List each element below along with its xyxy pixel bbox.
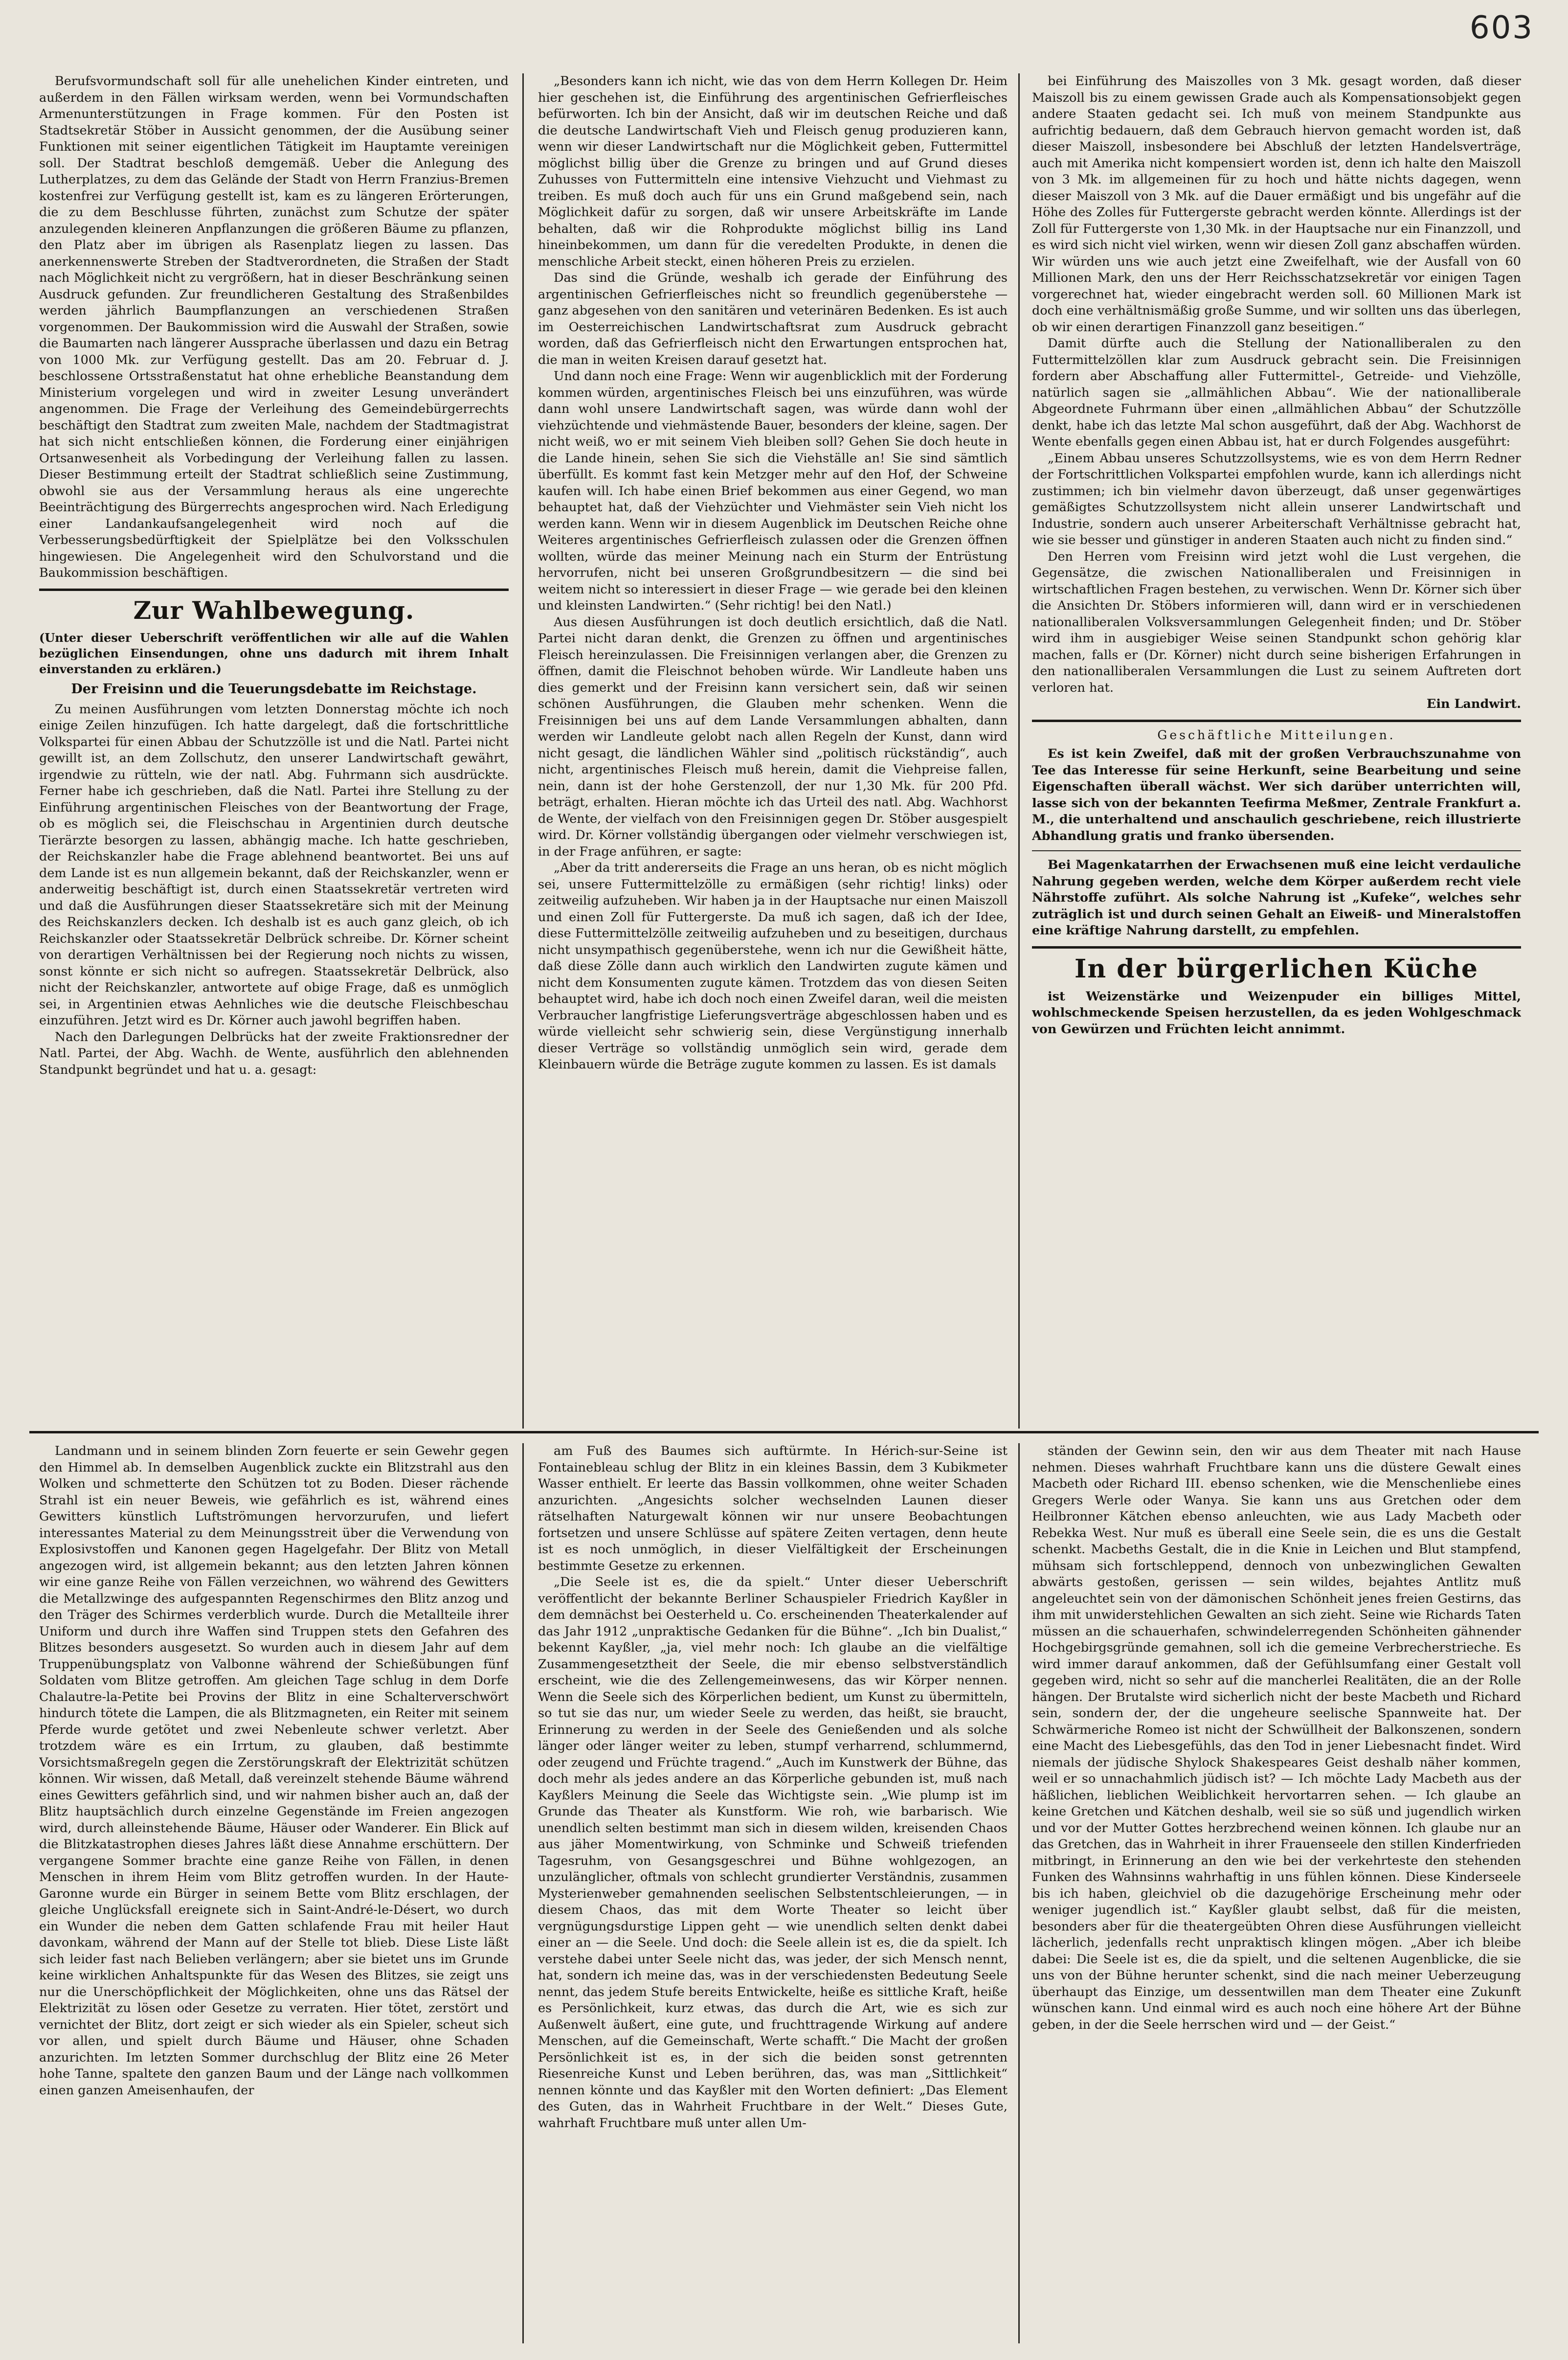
section-note: (Unter dieser Ueberschrift veröffentlichen wir alle auf die Wahlen bezüglichen Einsendungen, ohne uns dadurch mit ihrem Inhalt einverstanden zu erklären.): [39, 630, 509, 676]
paragraph: Das sind die Gründe, weshalb ich gerade der Einführung des argentinischen Gefrierfleisches nicht so freundlich gegenüberstehe — ganz abgesehen von den sanitären und veterinären Bedenken. Es ist auch im Oesterreichischen Landwirtschaftsrat zum Ausdruck gebracht worden, daß das Gefrierfleisch nicht den Erwartungen entsprochen hat, die man in weiten Kreisen darauf gesetzt hat.: [538, 271, 1008, 367]
paragraph: Bei Magenkatarrhen der Erwachsenen muß eine leicht verdauliche Nahrung gegeben werden, welche dem Körper außerdem recht viele Nährstoffe zuführt. Als solche Nahrung ist „Kufeke“, welches sehr zuträglich ist und durch seinen Gehalt an Eiweiß- und Mineralstoffen eine kräftige Nahrung darstellt, zu empfehlen.: [1032, 858, 1521, 938]
column-3: [1032, 73, 1521, 1429]
newspaper-page: [29, 73, 1539, 2348]
section-headline: Zur Wahlbewegung.: [133, 595, 415, 625]
paragraph: am Fuß des Baumes sich auftürmte. In Hérich-sur-Seine ist Fontainebleau schlug der Blitz in ein kleines Bassin, dem 3 Kubikmeter Wasser enthielt. Er leerte das Bassin vollkommen, ohne weiter Schaden anzurichten. „Angesichts solcher wechselnden Launen dieser rätselhaften Naturgewalt können wir nur unsere Beobachtungen fortsetzen und unsere Schlüsse auf spätere Zeiten vertagen, denn heute ist es noch unmöglich, in dieser Vielfältigkeit der Erscheinungen bestimmte Gesetze zu erkennen.: [538, 1444, 1008, 1573]
feuilleton-column-1: [39, 1443, 509, 2343]
advertisement-text: ist Weizenstärke und Weizenpuder ein billiges Mittel, wohlschmeckende Speisen herzustellen, da es jeden Wohlgeschmack von Gewürzen und Früchten leicht annimmt.: [1032, 989, 1521, 1037]
paragraph: „Die Seele ist es, die da spielt.“ Unter dieser Ueberschrift veröffentlicht der bekannte Berliner Schauspieler Friedrich Kayßler in dem demnächst bei Oesterheld u. Co. erscheinenden Theaterkalender auf das Jahr 1912 „unpraktische Gedanken für die Bühne“. „Ich bin Dualist,“ bekennt Kayßler, „ja, viel mehr noch: Ich glaube an die vielfältige Zusammengesetztheit der Seele, die mir ebenso selbstverständlich erscheint, wie die des Zellengemeinwesens, das wir Körper nennen. Wenn die Seele sich des Körperlichen bedient, um Kunst zu übermitteln, so tut sie das nur, um wieder Seele zu werden, das heißt, sie braucht, Erinnerung zu werden in der Seele des Genießenden und als solche länger oder länger weiter zu leben, stumpf verharrend, schlummernd, oder zeugend und Früchte tragend.“ „Auch im Kunstwerk der Bühne, das doch mehr als jedes andere an das Körperliche gebunden ist, muß nach Kayßlers Meinung die Seele das Wichtigste sein. „Wie plump ist im Grunde das Theater als Kunstform. Wie roh, wie barbarisch. Wie unendlich selten bestimmt man sich in diesem wilden, kreisenden Chaos aus jäher Momentwirkung, von Schminke und Schweiß triefenden Tagesruhm, von Gesangsgeschrei und Bühne wohlgezogen, an unzulänglicher, oftmals von schlecht grundierter Verständnis, zusammen Mysterienweber gemahnenden seelischen Selbstentschleierungen, — in diesem Chaos, das mit dem Worte Theater so leicht über vergnügungsdurstige Lippen geht — wie unendlich selten denkt dabei einer an — die Seele. Und doch: die Seele allein ist es, die da spielt. Ich verstehe dabei unter Seele nicht das, was jeder, der sich Mensch nennt, hat, sondern ich meine das, was in der verschiedensten Bedeutung Seele nennt, das jedem Stufe bereits Entwickelte, heiße es sittliche Kraft, heiße es Persönlichkeit, kurz etwas, das durch die Art, wie es sich zur Außenwelt äußert, eine gute, und fruchttragende Wirkung auf andere Menschen, auf die Gemeinschaft, Werte schafft.“ Die Macht der großen Persönlichkeit ist es, in der sich die beiden sonst getrennten Riesenreiche Kunst und Leben berühren, das, was man „Sittlichkeit“ nennen könnte und das Kayßler mit den Worten definiert: „Das Element des Guten, das in Wahrheit Fruchtbare in der Welt.“ Dieses Gute, wahrhaft Fruchtbare muß unter allen Um-: [538, 1575, 1008, 2131]
paragraph: Damit dürfte auch die Stellung der Nationalliberalen zu den Futtermittelzöllen klar zum Ausdruck gebracht sein. Die Freisinnigen fordern aber Abschaffung aller Futtermittel-, Getreide- und Viehzölle, natürlich sagen sie „allmählichen Abbau“. Wie der nationalliberale Abgeordnete Fuhrmann über einen „allmählichen Abbau“ der Schutzzölle denkt, habe ich das letzte Mal schon ausgeführt, daß der Abg. Wachhorst de Wente ebenfalls gegen einen Abbau ist, hat er durch Folgendes ausgeführt:: [1032, 336, 1521, 449]
paragraph: Den Herren vom Freisinn wird jetzt wohl die Lust vergehen, die Gegensätze, die zwischen Nationalliberalen und Freisinnigen in wirtschaftlichen Fragen bestehen, zu verwischen. Wenn Dr. Körner sich über die Ansichten Dr. Stöbers informieren will, dann wird er in verschiedenen nationalliberalen Volksversammlungen Gelegenheit finden; und Dr. Stöber wird ihm in ausgiebiger Weise seinen Standpunkt schon gehörig klar machen, falls er (Dr. Körner) nicht durch seine bisherigen Erfahrungen in den nationalliberalen Versammlungen die Lust zu seinem Auftreten dort verloren hat.: [1032, 549, 1521, 695]
section-divider: [1032, 946, 1521, 949]
feuilleton-divider: [29, 1431, 1539, 1433]
paragraph: ständen der Gewinn sein, den wir aus dem Theater mit nach Hause nehmen. Dieses wahrhaft Fruchtbare kann uns die düstere Gewalt eines Macbeth oder Richard III. ebenso schenken, wie die Menschenliebe eines Gregers Werle oder Wanya. Sie kann uns aus Gretchen oder dem Heilbronner Kätchen ebenso anleuchten, wie aus Lady Macbeth oder Rebekka West. Nur muß es überall eine Seele sein, die es uns die Gestalt schenkt. Macbeths Gestalt, die in die Knie in Leichen und Blut stampfend, mühsam sich fortschleppend, dennoch von unbezwinglichen Gewalten abwärts gestoßen, gerissen — sein wildes, bejahtes Antlitz muß angeleuchtet sein von der dämonischen Schönheit jenes freien Gestirns, das ihm mit unwiderstehlichen Gewalten an sich zieht. Seine wie Richards Taten müssen an die schauerhafen, schwindelerregenden Schönheiten gähnender Hochgebirgsgründe gemahnen, soll ich die gemeine Verbrecherstrieche. Es wird immer darauf ankommen, daß der Gefühlsumfang einer Gestalt voll gegeben wird, nicht so sehr auf die mancherlei Realitäten, die an der Rolle hängen. Der Brutalste wird sicherlich nicht der beste Macbeth und Richard sein, sondern der, der die ungeheure seelische Spannweite hat. Der Schwärmeriche Romeo ist nicht der Schwüllheit der Balkonszenen, sondern eine Macht des Liebesgefühls, das den Tod in jener Liebesnacht findet. Wird niemals der jüdische Shylock Shakespeares Geist deshalb näher kommen, weil er so unnachahmlich jüdisch ist? — Ich möchte Lady Macbeth aus der häßlichen, lieblichen Weiblichkeit hervortarren sehen. — Ich glaube an keine Gretchen und Kätchen deshalb, weil sie so süß und jugendlich wirken und vor der Mutter Gottes herzbrechend weinen können. Ich glaube nur an das Gretchen, das in Wahrheit in ihrer Frauenseele den stillen Kinderfrieden mitbringt, in Erinnerung an den wie bei der verkehrteste den stehenden Funken des Wahnsinns wahrhaftig in uns fühlen können. Diese Kinderseele bis ich haben, gleichviel ob die dazugehörige Erscheinung mehr oder weniger jugendlich ist.“ Kayßler glaubt selbst, daß für die meisten, besonders aber für die theatergeübten Ohren diese Ausführungen vielleicht lächerlich, jedenfalls recht unpraktisch klingen mögen. „Aber ich bleibe dabei: Die Seele ist es, die da spielt, und die seltenen Augenblicke, die sie uns von der Bühne herunter schenkt, sind die nach meiner Ueberzeugung überhaupt das Einzige, um dessentwillen man dem Theater eine Zukunft wünschen kann. Und einmal wird es auch noch eine höhere Art der Bühne geben, in der die Seele herrschen wird und — der Geist.“: [1032, 1444, 1521, 2032]
divider: [1032, 850, 1521, 851]
article-title: Der Freisinn und die Teuerungsdebatte im Reichstage.: [71, 681, 477, 697]
advertisement-headline: In der bürgerlichen Küche: [1075, 953, 1478, 984]
paragraph: Und dann noch eine Frage: Wenn wir augenblicklich mit der Forderung kommen würden, argentinisches Fleisch bei uns einzuführen, was würde dann wohl unsere Landwirtschaft sagen, was würde dann wohl der viehzüchtende und viehmästende Bauer, besonders der kleine, sagen. Der nicht weiß, wo er mit seinem Vieh bleiben soll? Gehen Sie doch heute in die Lande hinein, sehen Sie sich die Viehställe an! Sie sind sämtlich überfüllt. Es kommt fast kein Metzger mehr auf den Hof, der Schweine kaufen will. Ich habe einen Brief bekommen aus einer Gegend, wo man behauptet hat, daß der Viehzüchter und Viehmäster sein Vieh nicht los werden kann. Wenn wir in diesem Augenblick im Deutschen Reiche ohne Weiteres argentinisches Gefrierfleisch zulassen oder die Grenzen öffnen wollten, würde das meiner Meinung nach ein Sturm der Entrüstung hervorrufen, nicht bei unseren Großgrundbesitzern — die sind bei weitem nicht so interessiert in dieser Frage — wie gerade bei den kleinen und kleinsten Landwirten.“ (Sehr richtig! bei den Natl.): [538, 369, 1008, 613]
paragraph: bei Einführung des Maiszolles von 3 Mk. gesagt worden, daß dieser Maiszoll bis zu einem gewissen Grade auch als Kompensationsobjekt gegen andere Staaten gedacht sei. Ich muß von meinem Standpunkte aus aufrichtig bedauern, daß dem Gebrauch hiervon gemacht worden ist, daß dieser Maiszoll, insbesondere bei Abschluß der letzten Handelsverträge, auch mit Amerika nicht kompensiert worden ist, denn ich halte den Maiszoll von 3 Mk. im allgemeinen für zu hoch und hätte nichts dagegen, wenn dieser Maiszoll von 3 Mk. auf die Dauer ermäßigt und bis ungefähr auf die Höhe des Zolles für Futtergerste gebracht werden könnte. Allerdings ist der Zoll für Futtergerste von 1,30 Mk. in der Hauptsache nur ein Finanzzoll, und es wird sich nicht viel wirken, wenn wir diesen Zoll ganz abschaffen würden. Wir würden uns wie auch jetzt eine Zweifelhaft, wie der Ausfall von 60 Millionen Mark, den uns der Herr Reichsschatzsekretär vor einigen Tagen vorgerechnet hat, wieder eingebracht werden soll. 60 Millionen Mark ist doch eine verhältnismäßig große Summe, und wir sollten uns das überlegen, ob wir einen derartigen Finanzzoll ganz beseitigen.“: [1032, 74, 1521, 335]
paragraph: „Aber da tritt andererseits die Frage an uns heran, ob es nicht möglich sei, unsere Futtermittelzölle zu ermäßigen (sehr richtig! links) oder zeitweilig aufzuheben. Wir haben ja in der Hauptsache nur einen Maiszoll und einen Zoll für Futtergerste. Da muß ich sagen, daß ich der Idee, diese Futtermittelzölle zeitweilig aufzuheben und zu beseitigen, durchaus nicht unsympathisch gegenüberstehe, wenn ich nur die Gewißheit hätte, daß diese Zölle dann auch wirklich den Landwirten zugute kämen und nicht dem Konsumenten zugute kämen. Trotzdem das von diesen Seiten behauptet wird, habe ich doch noch einen Zweifel daran, weil die meisten Verbraucher langfristige Lieferungsverträge abgeschlossen haben und es würde vielleicht sehr schwierig sein, diese Vergünstigung innerhalb dieser Verträge so vollständig unmöglich sein wird, gerade dem Kleinbauern würde die Beträge zugute kommen zu lassen. Es ist damals: [538, 861, 1008, 1072]
paragraph: Zu meinen Ausführungen vom letzten Donnerstag möchte ich noch einige Zeilen hinzufügen. Ich hatte dargelegt, daß die fortschrittliche Volkspartei für einen Abbau der Schutzzölle ist und die Natl. Partei nicht gewillt ist, an dem Zollschutz, den unserer Landwirtschaft gewährt, irgendwie zu rütteln, wie der natl. Abg. Fuhrmann sich ausdrückte. Ferner habe ich geschrieben, daß die Natl. Partei ihre Stellung zu der Einführung argentinischen Fleisches von der Beantwortung der Frage, ob es möglich sei, die Fleischschau in Argentinien durch deutsche Tierärzte besorgen zu lassen, abhängig mache. Ich hatte geschrieben, der Reichskanzler habe die Frage ablehnend beantwortet. Bei uns auf dem Lande ist es nun allgemein bekannt, daß der Reichskanzler, wenn er anderweitig beschäftigt ist, durch einen Staatssekretär vertreten wird und daß die Ausführungen dieser Staatssekretäre sich mit der Meinung des Reichskanzlers decken. Ich deshalb ist es auch ganz gleich, ob ich Reichskanzler oder Staatssekretär Delbrück schreibe. Dr. Körner scheint von derartigen Verhältnissen bei der Regierung noch nichts zu wissen, sonst könnte er sich nicht so aufregen. Staatssekretär Delbrück, also nicht der Reichskanzler, antwortete auf obige Frage, daß es unmöglich sei, in Argentinien etwas Aehnliches wie die deutsche Fleischbeschau einzuführen. Jetzt wird es Dr. Körner auch jawohl begriffen haben.: [39, 702, 509, 1028]
column-divider: [522, 73, 524, 1429]
column-divider: [1018, 73, 1020, 1429]
feuilleton-column-2: [538, 1443, 1008, 2343]
page-number: 603: [1469, 10, 1534, 46]
section-divider: [1032, 720, 1521, 722]
section-divider: [39, 589, 509, 591]
paragraph: Berufsvormundschaft soll für alle unehelichen Kinder eintreten, und außerdem in den Fällen wirksam werden, wenn bei Vormundschaften Armenunterstützungen in Frage kommen. Für den Posten ist Stadtsekretär Stöber in Aussicht genommen, der die Ausübung seiner Funktionen mit seiner eigentlichen Tätigkeit im Hauptamte vereinigen soll. Der Stadtrat beschloß demgemäß. Ueber die Anlegung des Lutherplatzes, zu dem das Gelände der Stadt von Herrn Franzius-Bremen kostenfrei zur Verfügung gestellt ist, kam es zu längeren Erörterungen, die zu dem Beschlusse führten, zunächst zum Schutze der später anzulegenden kleineren Anpflanzungen die größeren Bäume zu pflanzen, den Platz aber im übrigen als Rasenplatz liegen zu lassen. Das anerkennenswerte Streben der Stadtverordneten, die Straßen der Stadt nach Möglichkeit nicht zu vergrößern, hat in dieser Beschränkung seinen Ausdruck gefunden. Zur freundlicheren Gestaltung des Straßenbildes werden jährlich Baumpflanzungen an verschiedenen Straßen vorgenommen. Der Baukommission wird die Auswahl der Straßen, sowie die Baumarten nach längerer Aussprache überlassen und dazu ein Betrag von 1000 Mk. zur Verfügung gestellt. Das am 20. Februar d. J. beschlossene Ortsstraßenstatut hat ohne erhebliche Beanstandung dem Ministerium vorgelegen und wird in zweiter Lesung unverändert angenommen. Die Frage der Verleihung des Gemeindebürgerrechts beschäftigt den Stadtrat zum zweiten Male, nachdem der Stadtmagistrat hat sich nicht entschließen können, die Forderung einer einjährigen Ortsanwesenheit als Vorbedingung der Verleihung fallen zu lassen. Dieser Bestimmung erteilt der Stadtrat schließlich seine Zustimmung, obwohl sie aus der Versammlung heraus als eine ungerechte Beeinträchtigung des Bürgerrechts angesprochen wird. Nach Erledigung einer Landankaufsangelegenheit wird noch auf die Verbesserungsbedürftigkeit der Spielplätze bei den Volksschulen hingewiesen. Die Angelegenheit wird den Schulvorstand und die Baukommission beschäftigen.: [39, 74, 509, 580]
paragraph: Landmann und in seinem blinden Zorn feuerte er sein Gewehr gegen den Himmel ab. In demselben Augenblick zuckte ein Blitzstrahl aus den Wolken und schmetterte den Schützen tot zu Boden. Dieser rächende Strahl ist ein neuer Beweis, wie gefährlich es ist, während eines Gewitters künstlich Luftströmungen hervorzurufen, und liefert interessantes Material zu dem Meinungsstreit über die Verwendung von Explosivstoffen und Kanonen gegen Hagelgefahr. Der Blitz von Metall angezogen wird, ist allgemein bekannt; aus den letzten Jahren können wir eine ganze Reihe von Fällen verzeichnen, wo während des Gewitters die Metallzwinge des aufgespannten Regenschirmes den Blitz anzog und den Träger des Schirmes verderblich wurde. Durch die Metallteile ihrer Uniform und durch ihre Waffen sind Truppen stets den Gefahren des Blitzes besonders ausgesetzt. So wurden auch in diesem Jahr auf dem Truppenübungsplatz von Valbonne während der Schießübungen fünf Soldaten vom Blitze getroffen. Am gleichen Tage schlug in dem Dorfe Chalautre-la-Petite bei Provins der Blitz in eine Schalterverschwört hindurch tötete die Lampen, die als Blitzmagneten, ein Reiter mit seinem Pferde wurde getötet und zwei Nebenleute schwer verletzt. Aber trotzdem wäre es ein Irrtum, zu glauben, daß bestimmte Vorsichtsmaßregeln gegen die Zerstörungskraft der Elektrizität schützen können. Wir wissen, daß Metall, daß vereinzelt stehende Bäume während eines Gewitters gefährlich sind, und wir nahmen bisher auch an, daß der Blitz hauptsächlich durch einzelne Gegenstände im Freien angezogen wird, durch alleinstehende Bäume, Häuser oder Wanderer. Ein Blick auf die Blitzkatastrophen dieses Jahres läßt diese Annahme erschüttern. Der vergangene Sommer brachte eine ganze Reihe von Fällen, in denen Menschen in ihrem Heim vom Blitz getroffen wurden. In der Haute-Garonne wurde ein Bürger in seinem Bette vom Blitz erschlagen, der gleiche Unglücksfall ereignete sich in Saint-André-le-Désert, wo durch ein Wunder die neben dem Gatten schlafende Frau mit heiler Haut davonkam, während der Mann auf der Stelle tot blieb. Diese Liste läßt sich leider fast nach Belieben verlängern; aber sie bietet uns im Grunde keine wirklichen Anhaltspunkte für das Wesen des Blitzes, sie zeigt uns nur die Unerschöpflichkeit der Möglichkeiten, ohne uns das Rätsel der Elektrizität zu lösen oder Gesetze zu verraten. Hier tötet, zerstört und vernichtet der Blitz, dort zeigt er sich wieder als ein Spieler, scheut sich vor allen, und spielt durch Bäume und Häuser, ohne Schaden anzurichten. Im letzten Sommer durchschlug der Blitz eine 26 Meter hohe Tanne, spaltete den ganzen Baum und der Länge nach vollkommen einen ganzen Ameisenhaufen, der: [39, 1444, 509, 2098]
column-divider: [1018, 1443, 1020, 2343]
paragraph: Es ist kein Zweifel, daß mit der großen Verbrauchszunahme von Tee das Interesse für seine Herkunft, seine Bearbeitung und seine Eigenschaften überall wächst. Wer sich darüber unterrichten will, lasse sich von der bekannten Teefirma Meßmer, Zentrale Frankfurt a. M., die unterhaltend und anschaulich geschriebene, reich illustrierte Abhandlung gratis und franko übersenden.: [1032, 747, 1521, 843]
article-signature: Ein Landwirt.: [1426, 697, 1521, 711]
feuilleton-column-3: [1032, 1443, 1521, 2343]
column-2: [538, 73, 1008, 1429]
paragraph: „Besonders kann ich nicht, wie das von dem Herrn Kollegen Dr. Heim hier geschehen ist, die Einführung des argentinischen Gefrierfleisches befürworten. Ich bin der Ansicht, daß wir im deutschen Reiche und daß die deutsche Landwirtschaft Vieh und Fleisch genug produzieren kann, wenn wir dieser Landwirtschaft nur die Möglichkeit geben, Futtermittel möglichst billig über die Grenze zu bringen und auf Grund dieses Zuhusses von Futtermitteln eine intensive Viehzucht und Viehmast zu treiben. Es muß doch auch für uns ein Grund maßgebend sein, nach Möglichkeit dafür zu sorgen, daß wir unsere Arbeitskräfte im Lande behalten, daß wir die Rohprodukte möglichst billig ins Land hineinbekommen, um dann für die veredelten Produkte, in denen die menschliche Arbeit steckt, einen höheren Preis zu erzielen.: [538, 74, 1008, 269]
column-divider: [522, 1443, 524, 2343]
paragraph: Nach den Darlegungen Delbrücks hat der zweite Fraktionsredner der Natl. Partei, der Abg. Wachh. de Wente, ausführlich den ablehnenden Standpunkt begründet und hat u. a. gesagt:: [39, 1029, 509, 1077]
paragraph: Aus diesen Ausführungen ist doch deutlich ersichtlich, daß die Natl. Partei nicht daran denkt, die Grenzen zu öffnen und argentinisches Fleisch hereinzulassen. Die Freisinnigen verlangen aber, die Grenzen zu öffnen, damit die Fleischnot behoben würde. Wir Landleute haben uns dies gemerkt und der Freisinn kann versichert sein, daß wir seinen schönen Ausführungen, die Glauben mehr schenken. Wenn die Freisinnigen bei uns auf dem Lande Versammlungen abhalten, dann werden wir Landleute gelobt nach allen Regeln der Kunst, dann wird nicht gesagt, die ländlichen Wähler sind „politisch rückständig“, auch nicht, argentinisches Fleisch muß herein, damit die Viehpreise fallen, nein, dann ist der hohe Gerstenzoll, der nur 1,30 Mk. für 200 Pfd. beträgt, erhalten. Hieran möchte ich das Urteil des natl. Abg. Wachhorst de Wente, der vielfach von den Freisinnigen gegen Dr. Stöber ausgespielt wird. Dr. Körner vollständig übergangen oder vielmehr verschwiegen ist, in der Frage anführen, er sagte:: [538, 614, 1008, 859]
paragraph: „Einem Abbau unseres Schutzzollsystems, wie es von dem Herrn Redner der Fortschrittlichen Volkspartei empfohlen wurde, kann ich allerdings nicht zustimmen; ich bin vielmehr davon überzeugt, daß unser gegenwärtiges gemäßigtes Schutzzollsystem nicht allein unserer Landwirtschaft und Industrie, sondern auch unserer Arbeiterschaft Verhältnisse gebracht hat, wie sie besser und günstiger in anderen Staaten auch nicht zu finden sind.“: [1032, 451, 1521, 547]
business-notes-title: Geschäftliche Mitteilungen.: [1157, 727, 1396, 742]
column-1: [39, 73, 509, 1429]
